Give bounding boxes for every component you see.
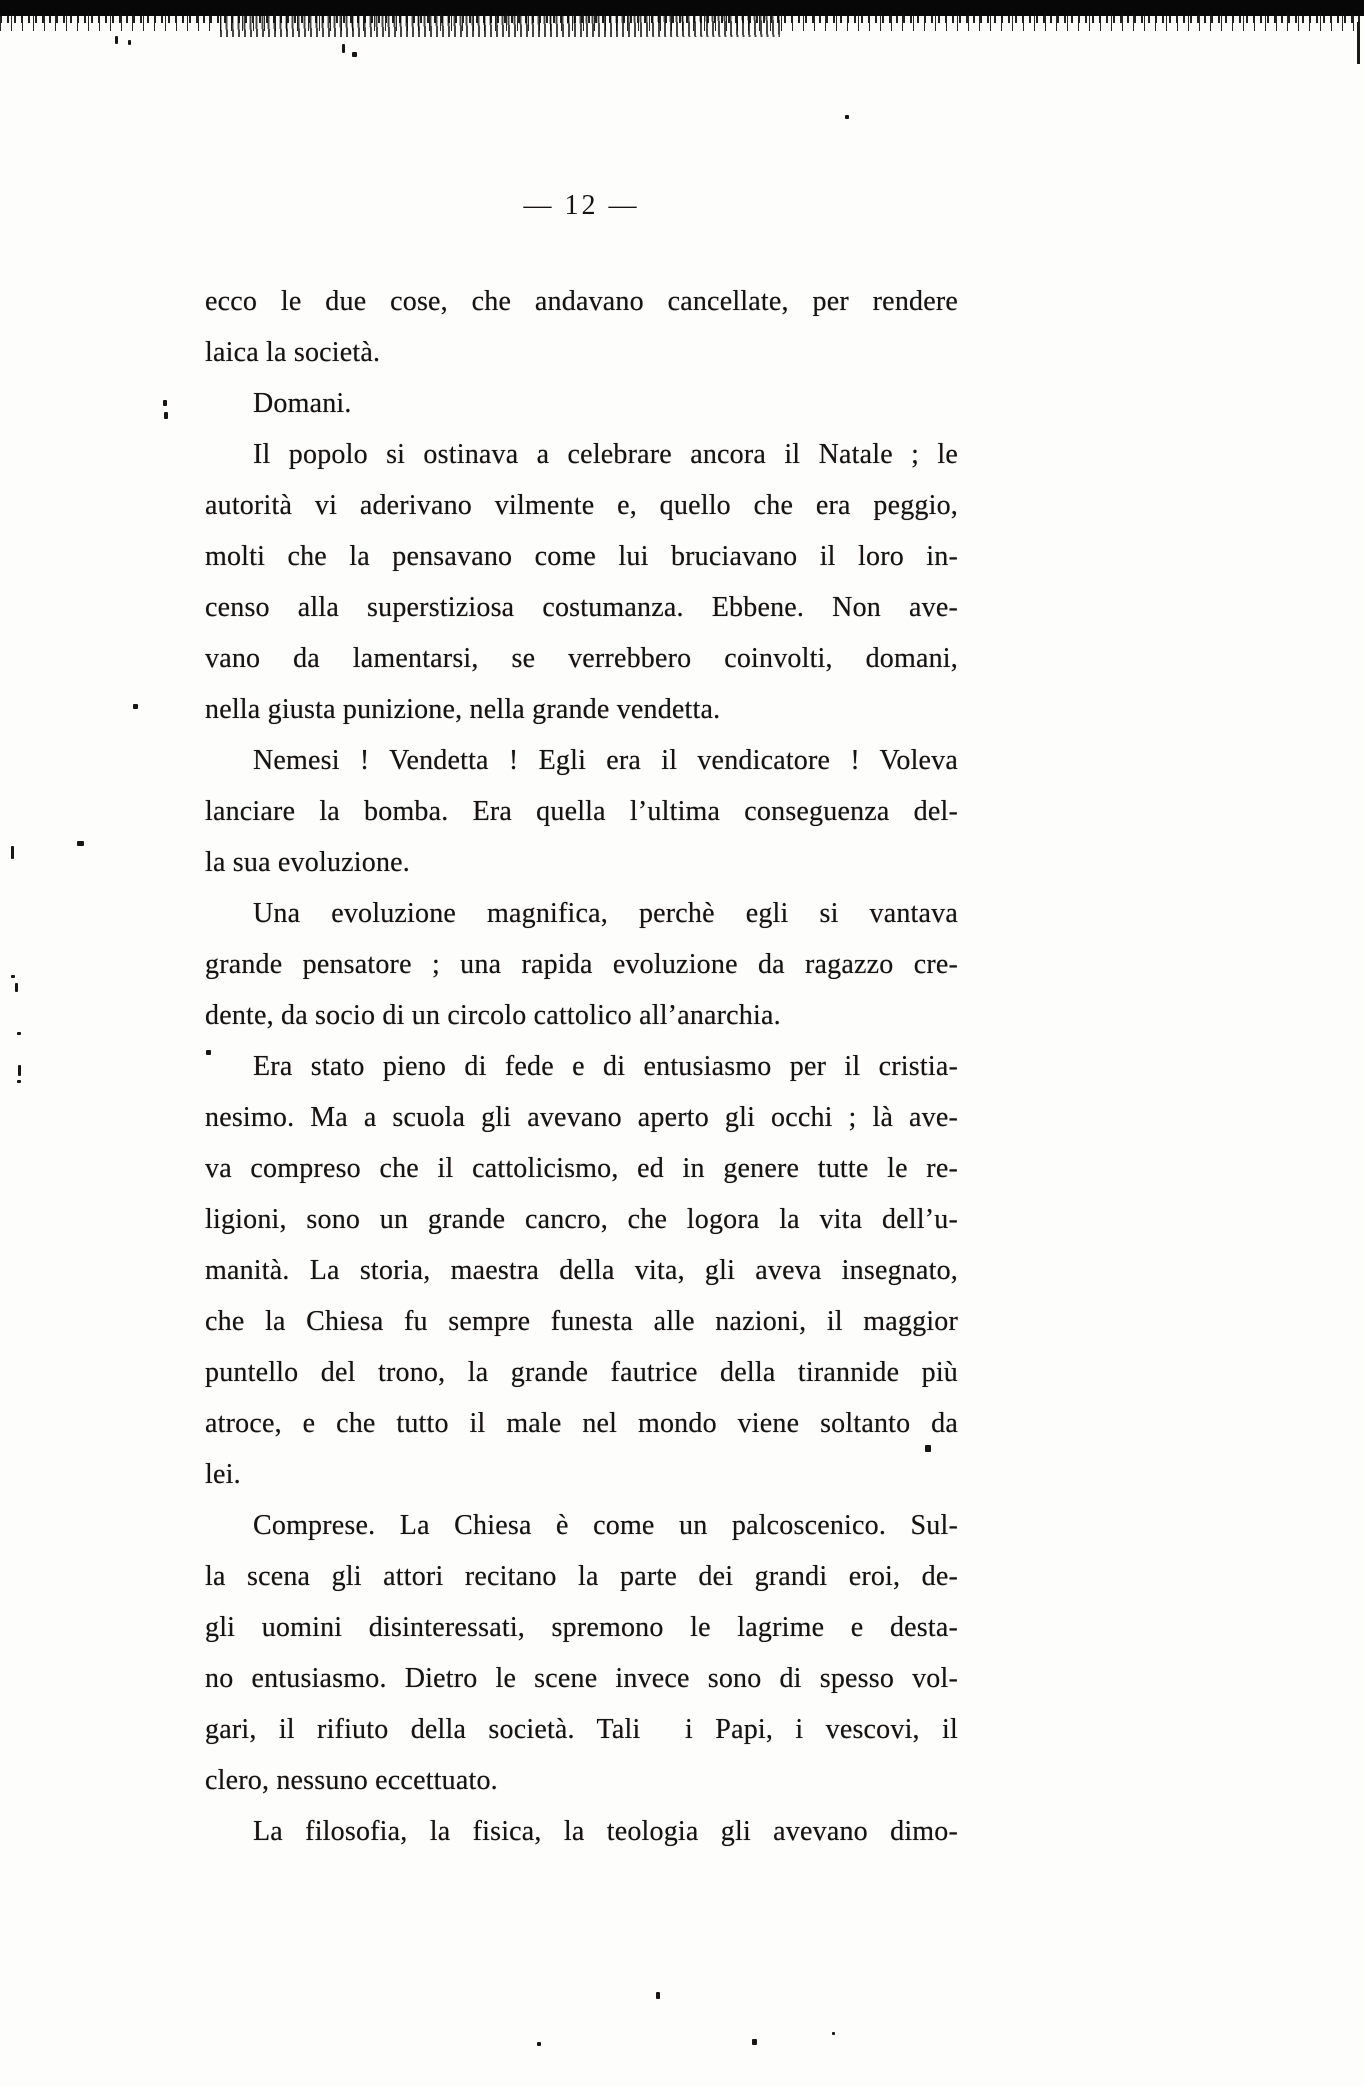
ink-speck [18, 1065, 21, 1076]
scan-edge-tick [1357, 22, 1360, 64]
text-line: va compreso che il cattolicismo, ed in genere tutte le re- [205, 1153, 958, 1184]
ink-speck [11, 975, 15, 978]
text-line: la scena gli attori recitano la parte dei grandi eroi, de- [205, 1561, 958, 1592]
text-line: La filosofia, la fisica, la teologia gli avevano dimo- [253, 1816, 958, 1847]
ink-speck [537, 2042, 541, 2046]
ink-speck [164, 412, 168, 419]
text-line: Domani. [253, 388, 352, 419]
text-line: ecco le due cose, che andavano cancellate, per rendere [205, 286, 958, 317]
text-line: clero, nessuno eccettuato. [205, 1765, 498, 1796]
text-block [205, 276, 958, 1857]
ink-speck [163, 400, 167, 406]
ink-speck [656, 1992, 660, 1999]
text-line: ligioni, sono un grande cancro, che logora la vita dell’u- [205, 1204, 958, 1235]
text-line: la sua evoluzione. [205, 847, 410, 878]
text-line: nella giusta punizione, nella grande vendetta. [205, 694, 721, 725]
text-line: autorità vi aderivano vilmente e, quello che era peggio, [205, 490, 958, 521]
ink-speck [832, 2032, 835, 2035]
ink-speck [845, 115, 849, 119]
text-line: atroce, e che tutto il male nel mondo viene soltanto da [205, 1408, 958, 1439]
ink-speck [133, 704, 138, 709]
ink-speck [17, 1080, 21, 1083]
scan-edge-fringe-dense [220, 13, 780, 39]
text-line: lanciare la bomba. Era quella l’ultima conseguenza del- [205, 796, 958, 827]
text-line: vano da lamentarsi, se verrebbero coinvolti, domani, [205, 643, 958, 674]
text-line: molti che la pensavano come lui bruciavano il loro in- [205, 541, 958, 572]
text-line: Comprese. La Chiesa è come un palcoscenico. Sul- [253, 1510, 958, 1541]
ink-speck [15, 983, 18, 992]
ink-speck [206, 1050, 211, 1055]
text-line: lei. [205, 1459, 241, 1490]
text-line: laica la società. [205, 337, 381, 368]
ink-speck [11, 846, 14, 859]
ink-speck [352, 52, 357, 57]
text-line: gari, il rifiuto della società. Tali i Papi, i vescovi, il [205, 1714, 958, 1745]
ink-speck [342, 44, 345, 53]
ink-speck [128, 40, 131, 45]
text-line: Una evoluzione magnifica, perchè egli si vantava [253, 898, 958, 929]
text-line: nesimo. Ma a scuola gli avevano aperto gli occhi ; là ave- [205, 1102, 958, 1133]
ink-speck [115, 36, 118, 44]
text-line: no entusiasmo. Dietro le scene invece sono di spesso vol- [205, 1663, 958, 1694]
ink-speck [17, 1032, 21, 1035]
text-line: grande pensatore ; una rapida evoluzione da ragazzo cre- [205, 949, 958, 980]
text-line: dente, da socio di un circolo cattolico all’anarchia. [205, 1000, 781, 1031]
text-line: manità. La storia, maestra della vita, gli aveva insegnato, [205, 1255, 958, 1286]
ink-speck [77, 841, 84, 846]
text-line: censo alla superstiziosa costumanza. Ebbene. Non ave- [205, 592, 958, 623]
text-line: Il popolo si ostinava a celebrare ancora il Natale ; le [253, 439, 958, 470]
text-line: Era stato pieno di fede e di entusiasmo per il cristia- [253, 1051, 958, 1082]
text-line: puntello del trono, la grande fautrice della tirannide più [205, 1357, 958, 1388]
ink-speck [925, 1445, 931, 1452]
page-number: — 12 — [523, 190, 640, 221]
text-line: che la Chiesa fu sempre funesta alle nazioni, il maggior [205, 1306, 958, 1337]
text-line: Nemesi ! Vendetta ! Egli era il vendicatore ! Voleva [253, 745, 958, 776]
text-line: gli uomini disinteressati, spremono le lagrime e desta- [205, 1612, 958, 1643]
ink-speck [752, 2039, 757, 2045]
